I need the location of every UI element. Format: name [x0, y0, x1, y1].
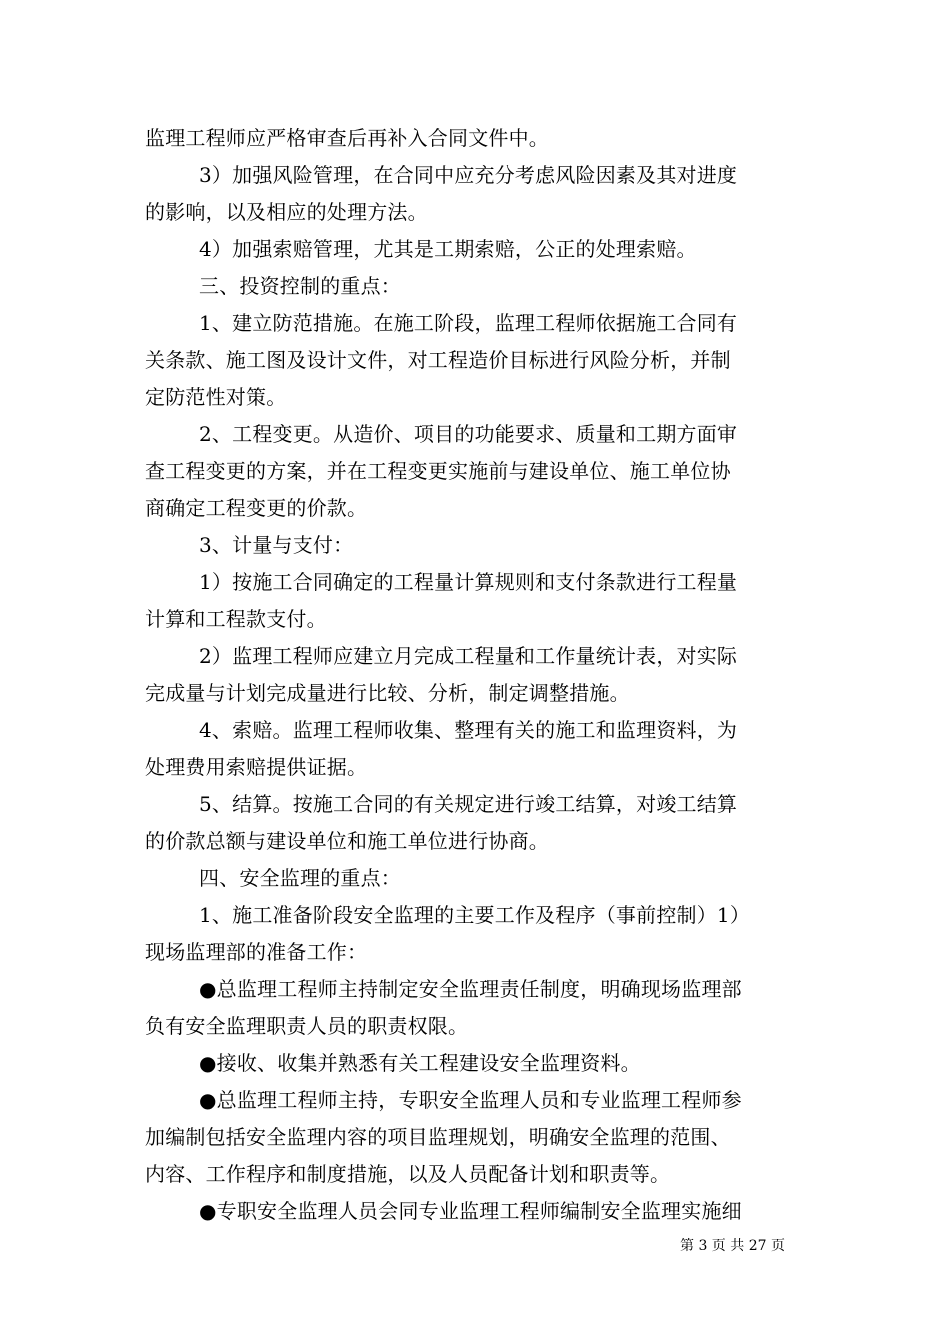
text-line: 3、计量与支付：	[199, 533, 354, 557]
text-line: 的价款总额与建设单位和施工单位进行协商。	[145, 829, 549, 853]
text-line: 关条款、施工图及设计文件，对工程造价目标进行风险分析，并制	[145, 348, 731, 372]
text-line: 的影响，以及相应的处理方法。	[145, 200, 428, 224]
text-line: 2、工程变更。从造价、项目的功能要求、质量和工期方面审	[199, 422, 738, 446]
text-line: 1、建立防范措施。在施工阶段，监理工程师依据施工合同有	[199, 311, 738, 335]
text-line: 5、结算。按施工合同的有关规定进行竣工结算，对竣工结算	[199, 792, 738, 816]
text-line: 1、施工准备阶段安全监理的主要工作及程序（事前控制）1）	[199, 903, 751, 927]
text-line: 4）加强索赔管理，尤其是工期索赔，公正的处理索赔。	[199, 237, 697, 261]
text-line: 现场监理部的准备工作：	[145, 940, 368, 964]
document-body	[145, 120, 810, 1230]
text-line: ●专职安全监理人员会同专业监理工程师编制安全监理实施细	[199, 1199, 742, 1223]
text-line: 完成量与计划完成量进行比较、分析，制定调整措施。	[145, 681, 630, 705]
page-footer: 第 3 页 共 27 页	[680, 1238, 785, 1254]
text-line: 监理工程师应严格审查后再补入合同文件中。	[145, 126, 549, 150]
text-line: 2）监理工程师应建立月完成工程量和工作量统计表，对实际	[199, 644, 738, 668]
text-line: 处理费用索赔提供证据。	[145, 755, 368, 779]
text-line: 四、安全监理的重点：	[199, 866, 401, 890]
text-line: 加编制包括安全监理内容的项目监理规划，明确安全监理的范围、	[145, 1125, 731, 1149]
text-line: 内容、工作程序和制度措施，以及人员配备计划和职责等。	[145, 1162, 671, 1186]
text-line: 计算和工程款支付。	[145, 607, 327, 631]
text-line: 商确定工程变更的价款。	[145, 496, 368, 520]
text-line: ●总监理工程师主持，专职安全监理人员和专业监理工程师参	[199, 1088, 742, 1112]
text-line: 三、投资控制的重点：	[199, 274, 401, 298]
text-line: 定防范性对策。	[145, 385, 287, 409]
text-line: 1）按施工合同确定的工程量计算规则和支付条款进行工程量	[199, 570, 738, 594]
text-line: ●总监理工程师主持制定安全监理责任制度，明确现场监理部	[199, 977, 742, 1001]
text-line: 负有安全监理职责人员的职责权限。	[145, 1014, 469, 1038]
text-line: 查工程变更的方案，并在工程变更实施前与建设单位、施工单位协	[145, 459, 731, 483]
text-line: 3）加强风险管理，在合同中应充分考虑风险因素及其对进度	[199, 163, 738, 187]
text-line: ●接收、收集并熟悉有关工程建设安全监理资料。	[199, 1051, 641, 1075]
text-line: 4、索赔。监理工程师收集、整理有关的施工和监理资料，为	[199, 718, 738, 742]
